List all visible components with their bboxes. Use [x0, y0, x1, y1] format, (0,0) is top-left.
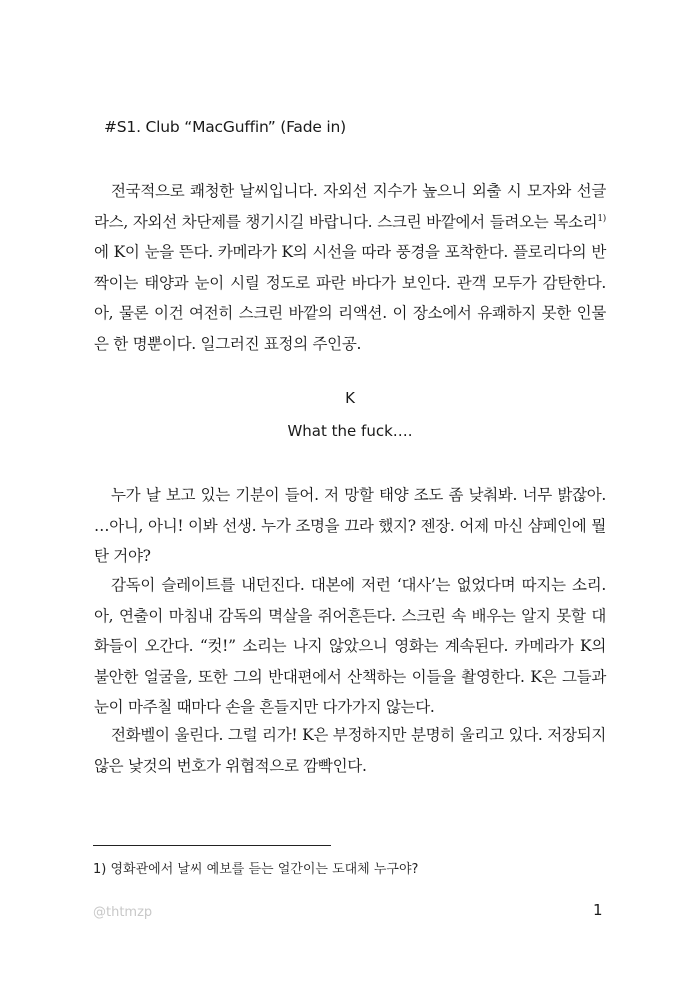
paragraph-4-text: 전화벨이 울린다. 그럴 리가! K은 부정하지만 분명히 울리고 있다. 저장되지 않은 낯것의 번호가 위협적으로 깜빡인다. [94, 726, 606, 775]
paragraph-1-part-a: 전국적으로 쾌청한 날씨입니다. 자외선 지수가 높으니 외출 시 모자와 선글라스, 자외선 차단제를 챙기시길 바랍니다. 스크린 바깥에서 들려오는 목소리 [94, 182, 606, 231]
paragraph-3 [94, 570, 606, 723]
page-number: 1 [593, 901, 603, 919]
paragraph-1-text [94, 176, 606, 359]
paragraph-3-text: 감독이 슬레이트를 내던진다. 대본에 저런 ‘대사’는 없었다며 따지는 소리. 아, 연출이 마침내 감독의 멱살을 쥐어흔든다. 스크린 속 배우는 알지 못할 대화들이 오간다. “컷!” 소리는 나지 않았으니 영화는 계속된다. 카메라가 K의 불안한 얼굴을, 또한 그의 반대편에서 산책하는 이들을 촬영한다. K은 그들과 눈이 마주칠 때마다 손을 흔들지만 다가가지 않는다. [94, 576, 606, 716]
scene-heading: #S1. Club “MacGuffin” (Fade in) [104, 118, 346, 136]
dialogue-speaker: K [345, 389, 355, 407]
paragraph-2-text: 누가 날 보고 있는 기분이 들어. 저 망할 태양 조도 좀 낮춰봐. 너무 밝잖아. …아니, 아니! 이봐 선생. 누가 조명을 끄라 했지? 젠장. 어제 마신 샴페인에 뭘 탄 거야? [94, 486, 606, 565]
paragraph-1 [94, 176, 606, 359]
footnote: 1) 영화관에서 날씨 예보를 듣는 얼간이는 도대체 누구야? [93, 862, 419, 877]
watermark: @thtmzp [93, 905, 153, 920]
paragraph-1-part-b: 에 K이 눈을 뜬다. 카메라가 K의 시선을 따라 풍경을 포착한다. 플로리다의 반짝이는 태양과 눈이 시릴 정도로 파란 바다가 보인다. 관객 모두가 감탄한다. 아, 물론 이건 여전히 스크린 바깥의 리액션. 이 장소에서 유쾌하지 못한 인물은 한 명뿐이다. 일그러진 표정의 주인공. [94, 243, 606, 353]
paragraph-2 [94, 480, 606, 572]
dialogue-line: What the fuck…. [287, 422, 413, 440]
footnote-marker: 1) [597, 213, 606, 224]
footnote-divider [93, 845, 331, 846]
paragraph-4 [94, 720, 606, 781]
